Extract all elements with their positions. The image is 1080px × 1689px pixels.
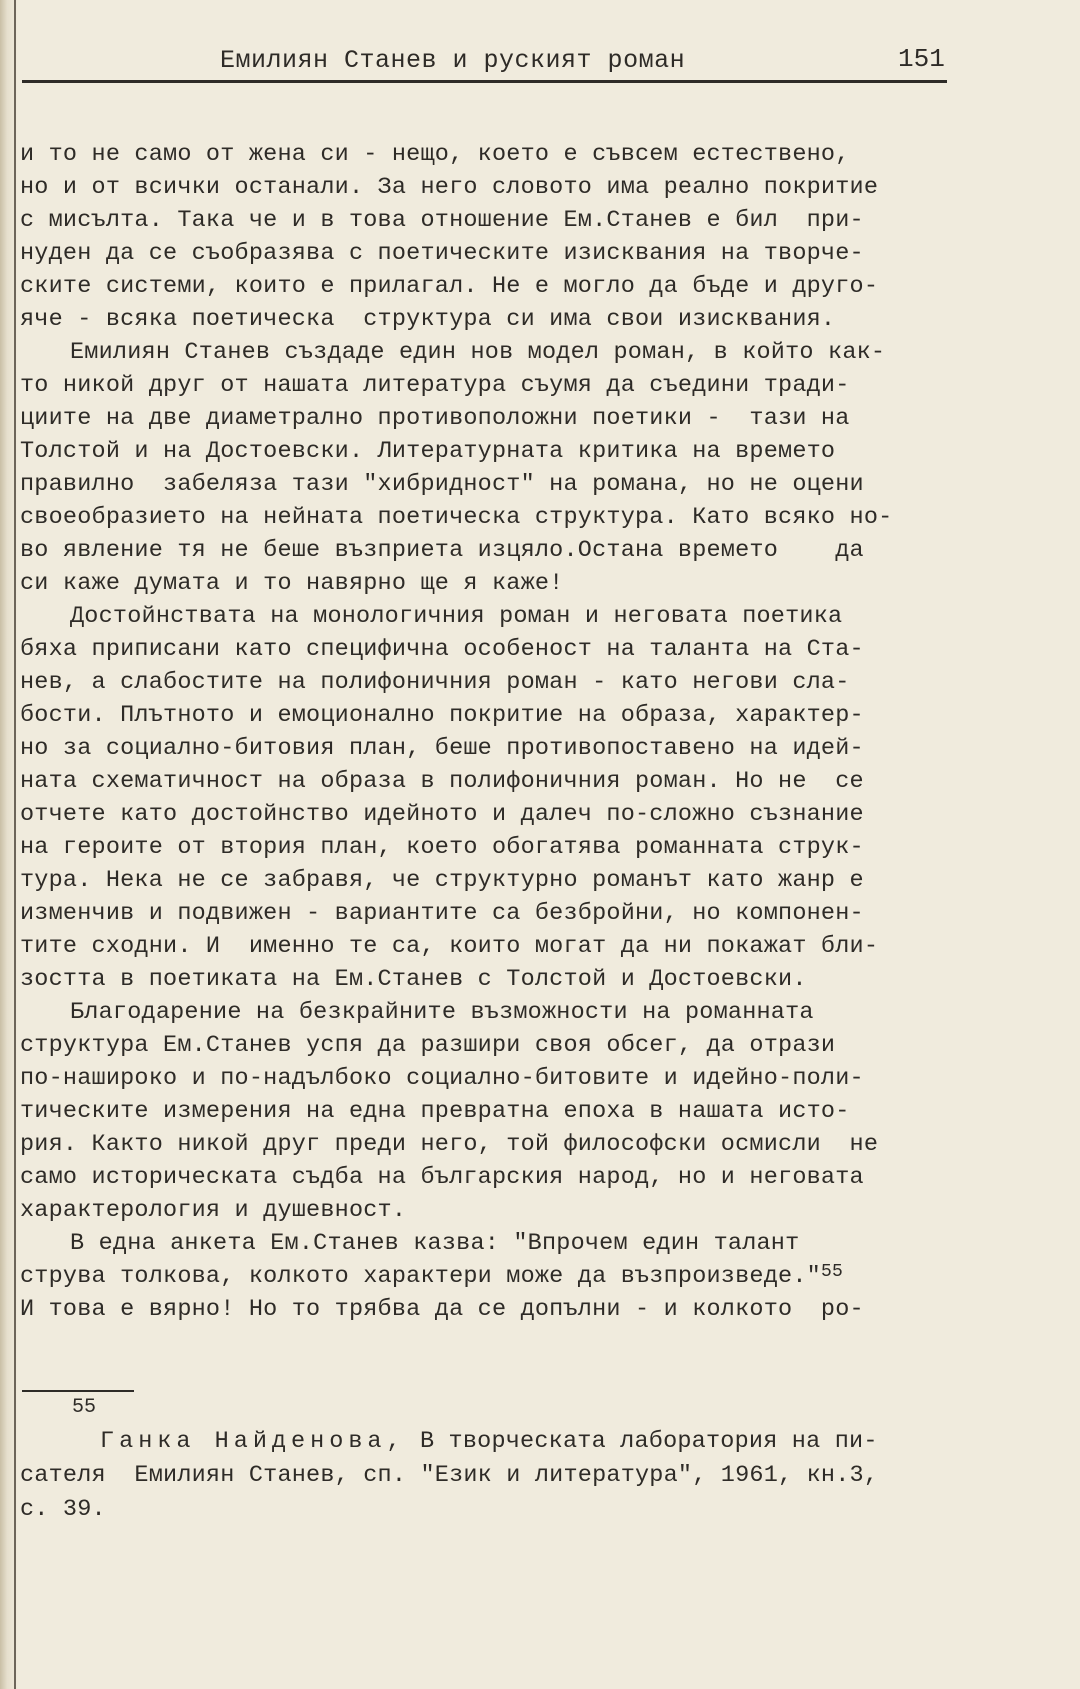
text-line: Толстой и на Достоевски. Литературната критика на времето (20, 438, 836, 465)
text-line: то никой друг от нашата литература съумя да съедини тради- (20, 372, 850, 399)
footnote-number: 55 (72, 1396, 97, 1419)
footnote-author: Ганка Найденова, (100, 1428, 406, 1455)
text-line: си каже думата и то навярно ще я каже! (20, 570, 564, 597)
text-line: и то не само от жена си - нещо, което е съвсем естествено, (20, 141, 850, 168)
text-line: изменчив и подвижен - вариантите са безбройни, но компонен- (20, 900, 864, 927)
text-line: но за социално-битовия план, беше противопоставено на идей- (20, 735, 864, 762)
text-line: яче - всяка поетическа структура си има свои изисквания. (20, 306, 836, 333)
paragraph (20, 138, 960, 336)
text-line: рия. Както никой друг преди него, той философски осмисли не (20, 1131, 879, 1158)
running-header-title: Емилиян Станев и руският роман (220, 46, 686, 75)
binding-line (14, 0, 16, 1689)
text-line: структура Ем.Станев успя да разшири своя обсег, да отрази (20, 1032, 836, 1059)
body-text (20, 138, 960, 1326)
text-line: ната схематичност на образа в полифоничния роман. Но не се (20, 768, 864, 795)
text-line: с мисълта. Така че и в това отношение Ем.Станев е бил при- (20, 207, 864, 234)
footnote-first-line (20, 1425, 960, 1459)
text-line: И това е вярно! Но то трябва да се допълни - и колкото ро- (20, 1296, 864, 1323)
text-line: В една анкета Ем.Станев казва: "Впрочем един талант (70, 1230, 800, 1257)
paragraph (20, 996, 960, 1227)
text-line: струва толкова, колкото характери може да възпроизведе."$^{55}$ (20, 1262, 843, 1290)
text-line: правилно забеляза тази "хибридност" на романа, но не оцени (20, 471, 864, 498)
text-line: бяха приписани като специфична особеност на таланта на Ста- (20, 636, 864, 663)
text-line: тическите измерения на една превратна епоха в нашата исто- (20, 1098, 850, 1125)
footnote-line: с. 39. (20, 1496, 106, 1523)
text-line: Достойнствата на монологичния роман и неговата поетика (70, 603, 843, 630)
text-line: тура. Нека не се забравя, че структурно романът като жанр е (20, 867, 864, 894)
footnote-rule (22, 1390, 134, 1392)
text-line: тите сходни. И именно те са, които могат да ни покажат бли- (20, 933, 879, 960)
footnote (20, 1425, 960, 1527)
text-line: во явление тя не беше възприета изцяло.Остана времето да (20, 537, 864, 564)
text-line: ските системи, които е прилагал. Не е могло да бъде и друго- (20, 273, 879, 300)
text-line: Емилиян Станев създаде един нов модел роман, в който как- (70, 339, 886, 366)
text-line: циите на две диаметрално противоположни поетики - тази на (20, 405, 850, 432)
footnote-line: сателя Емилиян Станев, сп. "Език и литература", 1961, кн.3, (20, 1462, 879, 1489)
footnote-reference[interactable]: 55 (820, 1262, 843, 1282)
text-line: само историческата съдба на българския народ, но и неговата (20, 1164, 864, 1191)
text-line: своеобразието на нейната поетическа структура. Като всяко но- (20, 504, 893, 531)
text-line: нев, а слабостите на полифоничния роман - като негови сла- (20, 669, 850, 696)
text-line: бости. Плътното и емоционално покритие на образа, характер- (20, 702, 864, 729)
footnote-line: В творческата лаборатория на пи- (405, 1428, 878, 1455)
paragraph (20, 600, 960, 996)
text-line: нуден да се съобразява с поетическите изисквания на творче- (20, 240, 864, 267)
text-line: по-нашироко и по-надълбоко социално-битовите и идейно-поли- (20, 1065, 864, 1092)
header-rule (22, 80, 947, 83)
text-line: но и от всички останали. За него словото има реално покритие (20, 174, 879, 201)
text-line: Благодарение на безкрайните възможности на романната (70, 999, 814, 1026)
text-line: характерология и душевност. (20, 1197, 407, 1224)
text-line: зостта в поетиката на Ем.Станев с Толстой и Достоевски. (20, 966, 807, 993)
paragraph (20, 336, 960, 600)
text-line: отчете като достойнство идейното и далеч по-сложно съзнание (20, 801, 864, 828)
text-line: на героите от втория план, което обогатява романната струк- (20, 834, 864, 861)
page-number: 151 (898, 44, 945, 74)
paragraph (20, 1227, 960, 1326)
